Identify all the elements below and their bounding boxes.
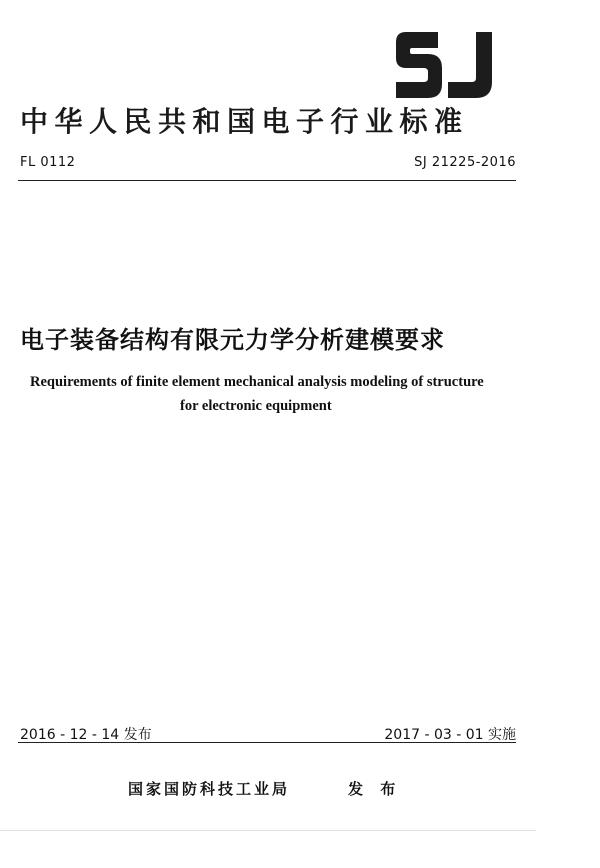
- document-title-english-line1: Requirements of finite element mechanical analysis modeling of structure: [30, 374, 484, 390]
- document-title-english-line2: for electronic equipment: [180, 398, 332, 414]
- sj-logo-graphic: [392, 28, 498, 102]
- implementation-date: 2017 - 03 - 01 实施: [384, 727, 516, 743]
- publish-date: 2016 - 12 - 14 发布: [20, 727, 152, 743]
- issue-action: 发 布: [348, 780, 402, 798]
- classification-code: FL 0112: [20, 155, 76, 170]
- sj-logo: [392, 28, 498, 102]
- issuing-authority: 国家国防科技工业局: [128, 780, 291, 798]
- standard-number: SJ 21225-2016: [414, 155, 516, 170]
- footer-divider: [18, 742, 516, 743]
- page-bottom-edge: [0, 830, 536, 831]
- header-divider: [18, 180, 516, 181]
- document-title-chinese: 电子装备结构有限元力学分析建模要求: [20, 326, 445, 354]
- standard-category-title: 中华人民共和国电子行业标准: [20, 105, 469, 138]
